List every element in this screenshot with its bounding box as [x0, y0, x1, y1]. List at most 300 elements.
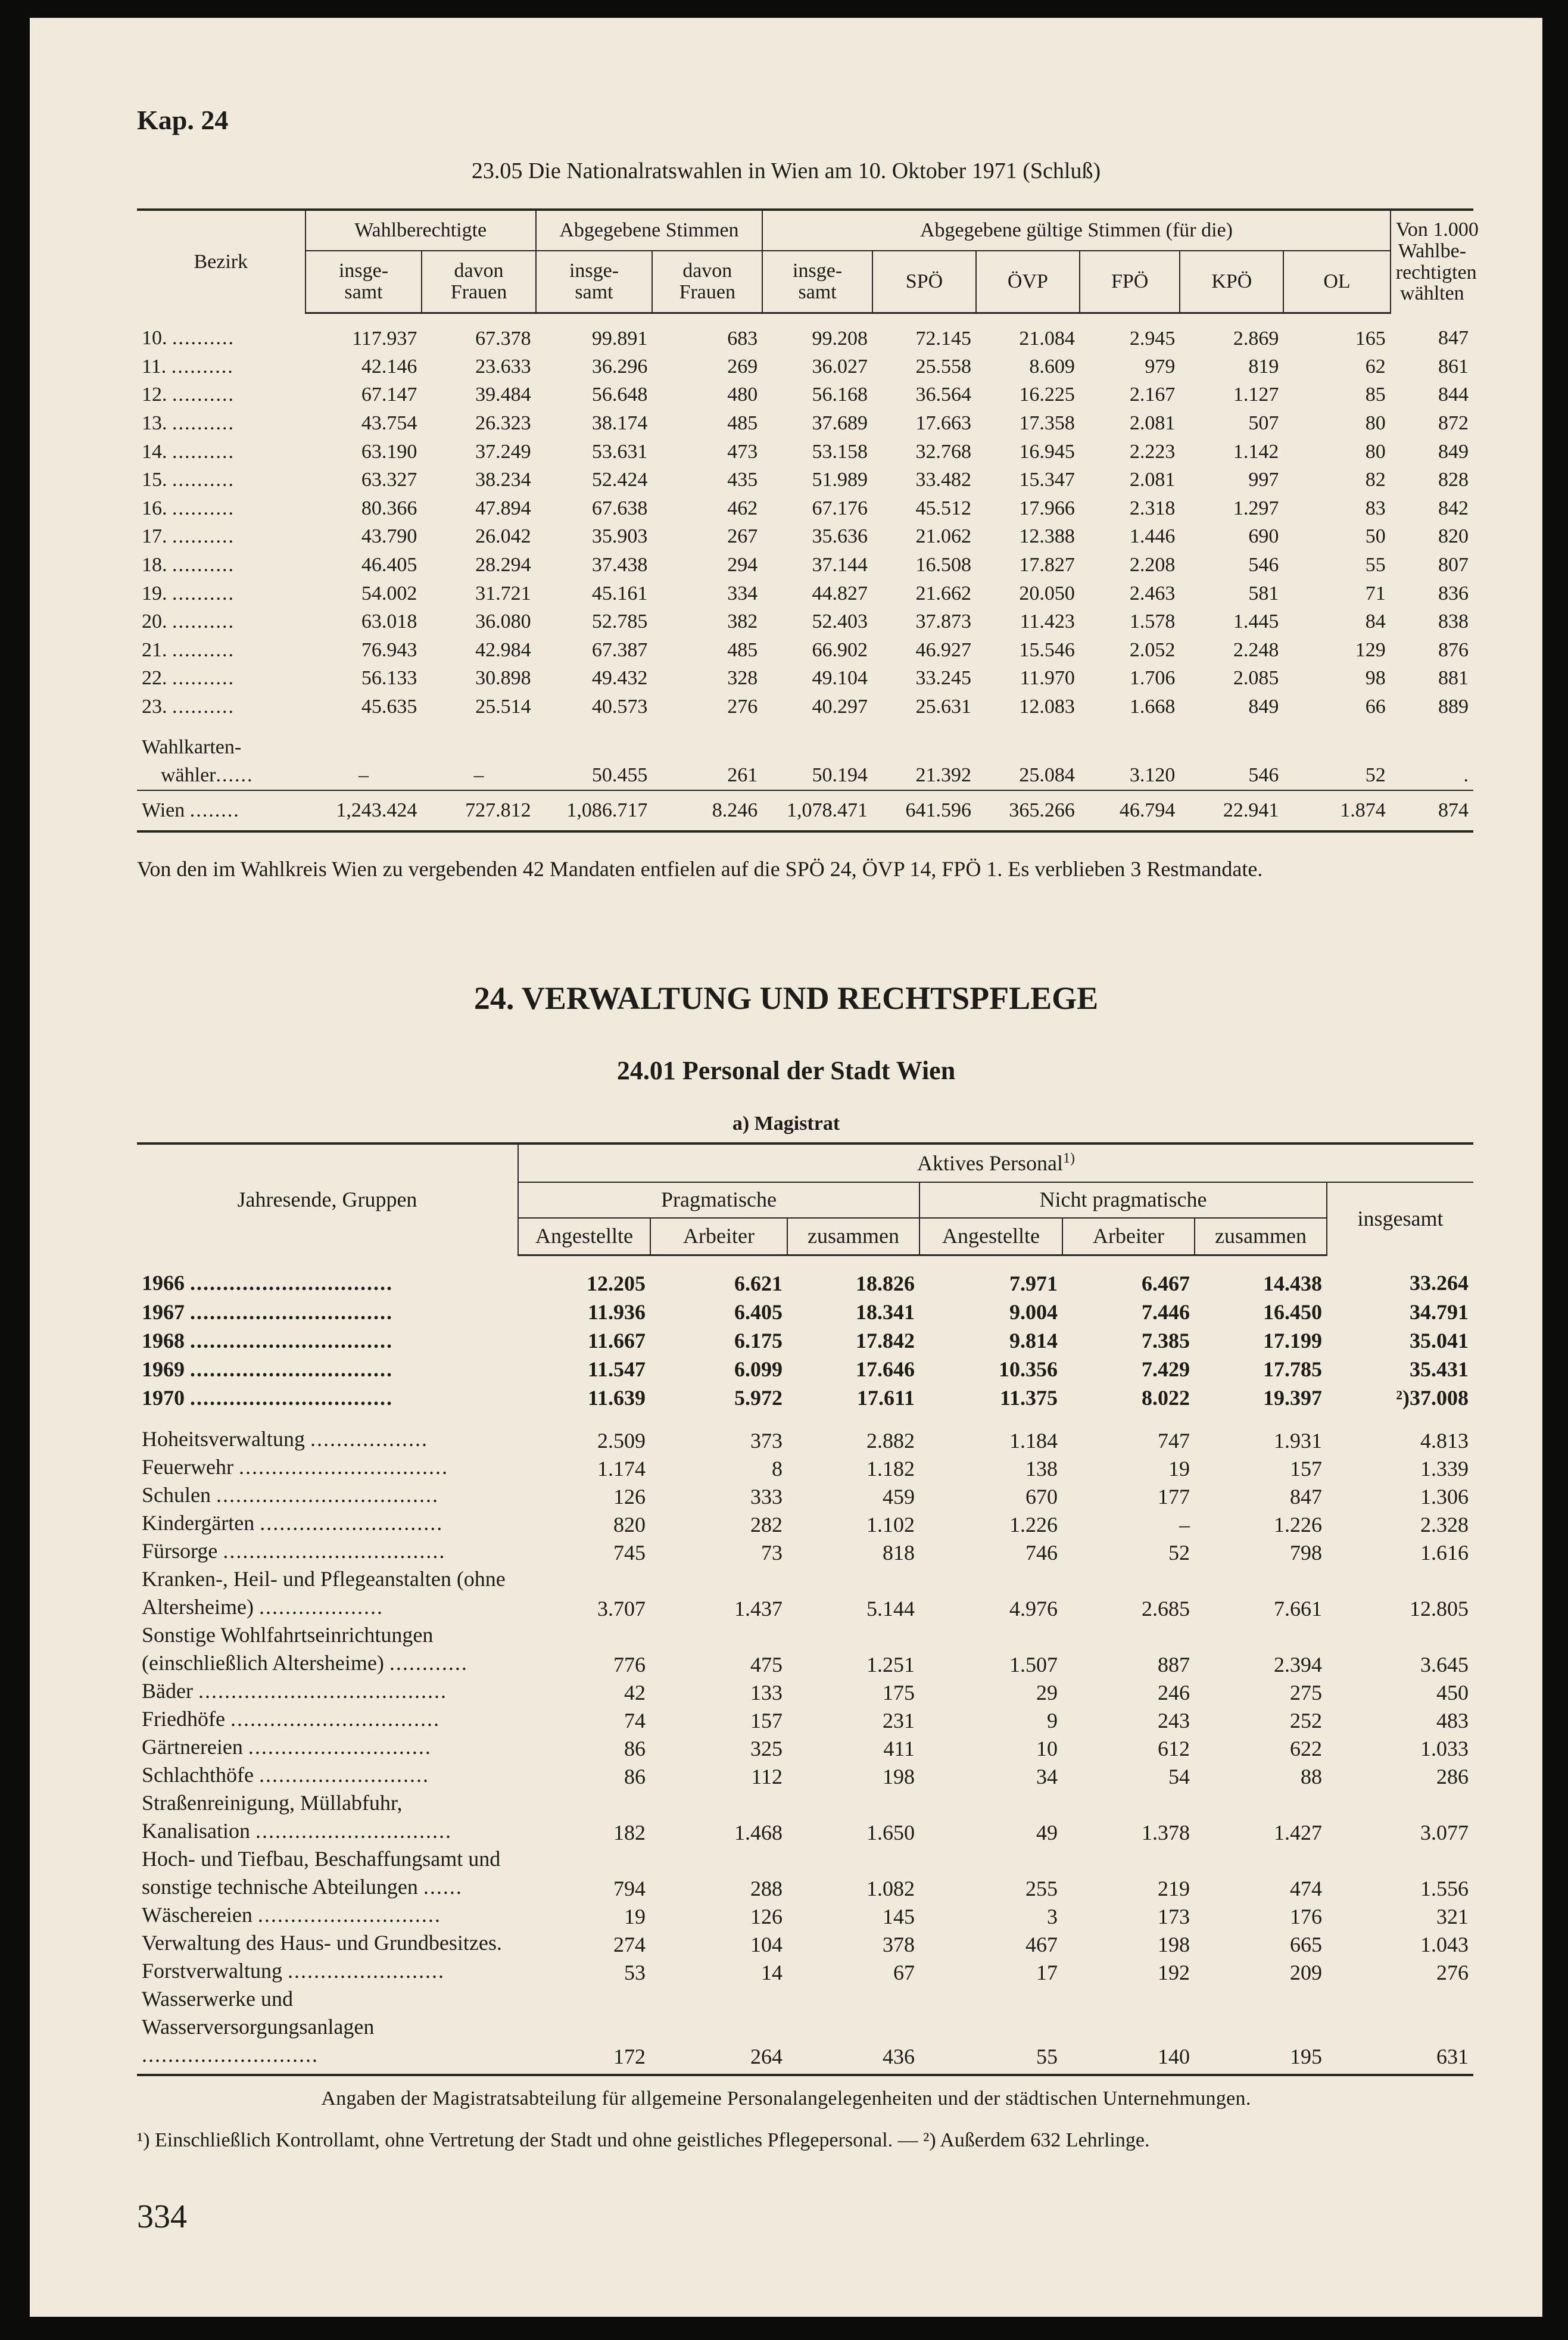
- value-cell: 2.945: [1129, 327, 1176, 350]
- value-cell: 1.468: [734, 1821, 783, 1844]
- value-cell: 17: [1036, 1961, 1058, 1984]
- value-cell: 12.388: [1019, 525, 1075, 548]
- value-cell: 1.082: [866, 1877, 915, 1900]
- value-cell: 219: [1158, 1877, 1190, 1900]
- value-cell: 16.450: [1263, 1300, 1322, 1324]
- value-cell: 1.102: [866, 1513, 915, 1537]
- value-cell: 17.646: [856, 1357, 915, 1381]
- value-cell: 46.405: [361, 553, 417, 576]
- value-cell: 12.083: [1019, 695, 1075, 718]
- row-label: Wäschereien ............................: [142, 1903, 441, 1927]
- value-cell: 82: [1365, 469, 1386, 491]
- value-cell: 1.650: [866, 1821, 915, 1844]
- value-cell: 365.266: [976, 790, 1080, 831]
- row-label: 11. ..........: [142, 355, 234, 378]
- value-cell: 276: [1436, 1961, 1469, 1984]
- value-cell: 1.616: [1420, 1541, 1469, 1565]
- table-row: [137, 693, 1473, 721]
- value-cell: 172: [518, 1985, 650, 2075]
- value-cell: 133: [750, 1681, 783, 1705]
- value-cell: 112: [751, 1765, 783, 1789]
- value-cell: 47.894: [475, 497, 531, 519]
- value-cell: 282: [750, 1513, 783, 1537]
- row-label: Verwaltung des Haus- und Grundbesitzes.: [142, 1931, 502, 1955]
- value-cell: 10.356: [999, 1357, 1058, 1381]
- section-title: 24. VERWALTUNG UND RECHTSPFLEGE: [473, 980, 1099, 1016]
- value-cell: 176: [1290, 1905, 1322, 1928]
- value-cell: 104: [750, 1933, 783, 1956]
- value-cell: 37.249: [475, 440, 531, 463]
- header-wb-insgesamt: insge- samt: [306, 251, 422, 313]
- row-label: 13. ..........: [142, 412, 235, 434]
- value-cell: 3.645: [1420, 1653, 1469, 1677]
- row-label: 10. ..........: [142, 326, 235, 349]
- value-cell: 56.648: [591, 384, 648, 406]
- value-cell: 25.631: [915, 695, 971, 718]
- table-row: [137, 1621, 1473, 1677]
- value-cell: 25.558: [915, 355, 971, 378]
- value-cell: 819: [1248, 355, 1279, 378]
- value-cell: 67.638: [591, 497, 648, 519]
- table-row: [137, 409, 1473, 438]
- value-cell: 53.631: [591, 440, 648, 463]
- value-cell: 546: [1248, 764, 1279, 787]
- value-cell: 80: [1365, 412, 1386, 434]
- value-cell: 1.226: [1009, 1513, 1058, 1537]
- value-cell: 881: [1438, 667, 1469, 690]
- value-cell: 22.941: [1180, 790, 1283, 831]
- value-cell: 71: [1365, 582, 1386, 605]
- value-cell: 36.296: [591, 355, 648, 378]
- value-cell: 20.050: [1019, 582, 1075, 605]
- value-cell: 1.507: [1009, 1653, 1058, 1677]
- value-cell: 49: [1036, 1821, 1058, 1844]
- value-cell: 252: [1290, 1709, 1322, 1733]
- header-p-arbeiter: Arbeiter: [650, 1218, 787, 1255]
- value-cell: 1.556: [1420, 1877, 1469, 1900]
- value-cell: .: [1463, 764, 1469, 787]
- value-cell: 828: [1438, 469, 1469, 491]
- value-cell: 67.378: [475, 327, 531, 350]
- row-label: Wien ........: [137, 790, 306, 831]
- value-cell: 820: [613, 1513, 646, 1537]
- value-cell: 269: [727, 355, 758, 378]
- value-cell: 83: [1365, 497, 1386, 519]
- value-cell: 8.246: [652, 790, 762, 831]
- value-cell: 462: [727, 497, 758, 519]
- value-cell: 8.022: [1142, 1386, 1190, 1410]
- row-label: 1969 ...............................: [142, 1357, 393, 1381]
- value-cell: 847: [1438, 326, 1469, 349]
- table-row: [137, 1326, 1473, 1355]
- value-cell: 1.033: [1420, 1737, 1469, 1761]
- value-cell: 842: [1438, 497, 1469, 519]
- value-cell: 2.052: [1129, 638, 1176, 661]
- value-cell: 690: [1248, 525, 1279, 548]
- value-cell: 267: [727, 525, 758, 548]
- value-cell: 29: [1036, 1681, 1058, 1705]
- value-cell: 36.564: [915, 384, 971, 406]
- value-cell: 231: [883, 1709, 915, 1733]
- table-row: [137, 1845, 1473, 1901]
- value-cell: 39.484: [475, 384, 531, 406]
- value-cell: 1.127: [1233, 384, 1279, 406]
- value-cell: 30.898: [475, 667, 531, 690]
- value-cell: 483: [1436, 1709, 1469, 1733]
- value-cell: 7.661: [1274, 1597, 1322, 1621]
- value-cell: –: [359, 764, 369, 787]
- value-cell: 42.146: [361, 355, 417, 378]
- value-cell: 4.976: [1009, 1597, 1058, 1621]
- table-row: [137, 1733, 1473, 1761]
- table-row: [137, 1453, 1473, 1481]
- value-cell: 88: [1301, 1765, 1322, 1789]
- value-cell: 165: [1355, 327, 1386, 350]
- value-cell: 6.467: [1142, 1272, 1190, 1295]
- table-row: [137, 1537, 1473, 1565]
- value-cell: 53: [624, 1961, 646, 1984]
- row-label: 15. ..........: [142, 469, 235, 491]
- value-cell: 44.827: [812, 582, 868, 605]
- value-cell: 1.306: [1420, 1485, 1469, 1509]
- value-cell: 72.145: [915, 327, 971, 350]
- value-cell: 21.662: [915, 582, 971, 605]
- row-label: Wahlkarten-: [142, 736, 242, 758]
- table-row: [137, 494, 1473, 523]
- row-label: 12. ..........: [142, 384, 235, 406]
- value-cell: 17.611: [856, 1386, 915, 1410]
- value-cell: 18.826: [856, 1272, 915, 1295]
- value-cell: 86: [624, 1737, 646, 1761]
- value-cell: 50.455: [591, 764, 648, 787]
- value-cell: 17.785: [1263, 1357, 1322, 1381]
- table-row: [137, 1705, 1473, 1733]
- value-cell: 56.133: [361, 667, 417, 690]
- value-cell: 838: [1438, 610, 1469, 633]
- header-jahresende: Jahresende, Gruppen: [137, 1143, 518, 1255]
- value-cell: 8.609: [1029, 355, 1075, 378]
- header-gs-insgesamt: insge- samt: [762, 251, 872, 313]
- value-cell: 3: [1047, 1905, 1058, 1928]
- value-cell: 727.812: [422, 790, 535, 831]
- value-cell: 46.794: [1080, 790, 1180, 831]
- header-as-insgesamt: insge- samt: [536, 251, 653, 313]
- table-row: [137, 313, 1473, 353]
- value-cell: 3.120: [1129, 764, 1176, 787]
- value-cell: 11.936: [587, 1300, 646, 1324]
- value-cell: 76.943: [361, 638, 417, 661]
- value-cell: 2.394: [1274, 1653, 1322, 1677]
- row-label: 14. ..........: [142, 440, 235, 463]
- value-cell: 818: [883, 1541, 915, 1565]
- table-row: [137, 438, 1473, 466]
- value-cell: 10: [1036, 1737, 1058, 1761]
- value-cell: 844: [1438, 384, 1469, 406]
- table-row: [137, 1565, 1473, 1621]
- personnel-years: [137, 1255, 1473, 1413]
- header-n-angestellte: Angestellte: [919, 1218, 1062, 1255]
- value-cell: 1.378: [1142, 1821, 1190, 1844]
- chapter-label: Kap. 24: [137, 105, 229, 135]
- page-number: 334: [137, 2198, 187, 2235]
- value-cell: 16.508: [915, 553, 971, 576]
- value-cell: 36.080: [475, 610, 531, 633]
- row-label: Kranken-, Heil- und Pflegeanstalten (ohne Altersheime) ...................: [142, 1567, 506, 1619]
- table-row: [137, 1957, 1473, 1985]
- election-table-body: [137, 313, 1473, 831]
- value-cell: 99.208: [812, 327, 868, 350]
- row-label: Hoch- und Tiefbau, Beschaffungsamt und sonstige technische Abteilungen ......: [142, 1847, 501, 1899]
- value-cell: 15.546: [1019, 638, 1075, 661]
- value-cell: 631: [1327, 1985, 1473, 2075]
- value-cell: 641.596: [872, 790, 976, 831]
- row-label: 16. ..........: [142, 497, 235, 519]
- value-cell: 84: [1365, 610, 1386, 633]
- value-cell: 261: [727, 764, 758, 787]
- value-cell: 1.297: [1233, 497, 1279, 519]
- value-cell: 507: [1248, 412, 1279, 434]
- value-cell: 52.785: [591, 610, 648, 633]
- value-cell: 35.903: [591, 525, 648, 548]
- value-cell: 80: [1365, 440, 1386, 463]
- value-cell: 474: [1290, 1877, 1322, 1900]
- row-label: 19. ..........: [142, 582, 235, 605]
- value-cell: 683: [727, 327, 758, 350]
- value-cell: 2.167: [1129, 384, 1176, 406]
- value-cell: 19: [624, 1905, 646, 1928]
- value-cell: 872: [1438, 412, 1469, 434]
- value-cell: 997: [1248, 469, 1279, 491]
- value-cell: 373: [750, 1429, 783, 1453]
- page: [30, 18, 1542, 2317]
- value-cell: 6.621: [734, 1272, 783, 1295]
- value-cell: 485: [727, 412, 758, 434]
- value-cell: 140: [1062, 1985, 1195, 2075]
- value-cell: 11.423: [1020, 610, 1075, 633]
- header-pragmatische: Pragmatische: [518, 1182, 919, 1218]
- value-cell: 274: [613, 1933, 646, 1956]
- row-label: Fürsorge ..................................: [142, 1539, 446, 1563]
- value-cell: 195: [1195, 1985, 1327, 2075]
- value-cell: 473: [727, 440, 758, 463]
- table-row: [137, 1929, 1473, 1957]
- value-cell: 19: [1168, 1457, 1190, 1481]
- value-cell: 21.392: [915, 764, 971, 787]
- value-cell: 54.002: [361, 582, 417, 605]
- value-cell: 40.297: [812, 695, 868, 718]
- header-spo: SPÖ: [872, 251, 976, 313]
- value-cell: 847: [1290, 1485, 1322, 1509]
- header-insgesamt: insgesamt: [1327, 1182, 1473, 1255]
- table-row: [137, 1384, 1473, 1412]
- value-cell: 382: [727, 610, 758, 633]
- value-cell: 288: [750, 1877, 783, 1900]
- header-n-zusammen: zusammen: [1195, 1218, 1327, 1255]
- value-cell: 173: [1158, 1905, 1190, 1928]
- value-cell: 2.869: [1233, 327, 1279, 350]
- value-cell: –: [473, 764, 484, 787]
- row-label: 22. ..........: [142, 667, 235, 690]
- table-row: [137, 1761, 1473, 1789]
- value-cell: 36.027: [812, 355, 868, 378]
- value-cell: 1.668: [1129, 695, 1176, 718]
- value-cell: 979: [1145, 355, 1176, 378]
- row-label: Schulen ..................................: [142, 1483, 439, 1507]
- value-cell: 138: [1025, 1457, 1058, 1481]
- value-cell: 73: [761, 1541, 783, 1565]
- value-cell: 52.403: [812, 610, 868, 633]
- value-cell: 1.339: [1420, 1457, 1469, 1481]
- value-cell: 25.514: [475, 695, 531, 718]
- value-cell: 50: [1365, 525, 1386, 548]
- table-row: [137, 1901, 1473, 1929]
- value-cell: 209: [1290, 1961, 1322, 1984]
- value-cell: 889: [1438, 695, 1469, 718]
- value-cell: 11.667: [587, 1329, 646, 1353]
- value-cell: 53.158: [812, 440, 868, 463]
- header-von1000: Von 1.000 Wahlbe- rechtigten wählten: [1391, 210, 1473, 313]
- value-cell: 35.041: [1410, 1329, 1469, 1353]
- value-cell: 23.633: [475, 355, 531, 378]
- value-cell: 45.635: [361, 695, 417, 718]
- value-cell: 275: [1290, 1681, 1322, 1705]
- value-cell: 17.842: [856, 1329, 915, 1353]
- value-cell: 33.482: [915, 469, 971, 491]
- value-cell: 35.636: [812, 525, 868, 548]
- value-cell: 1.446: [1129, 525, 1176, 548]
- table-row: [137, 1789, 1473, 1845]
- value-cell: 99.891: [591, 327, 648, 350]
- value-cell: 63.018: [361, 610, 417, 633]
- value-cell: 1,086.717: [536, 790, 653, 831]
- value-cell: 325: [750, 1737, 783, 1761]
- table-row: [137, 1412, 1473, 1453]
- value-cell: 126: [613, 1485, 646, 1509]
- value-cell: 42: [624, 1681, 646, 1705]
- header-wb-frauen: davon Frauen: [422, 251, 535, 313]
- table-row: [137, 1255, 1473, 1298]
- value-cell: 622: [1290, 1737, 1322, 1761]
- value-cell: 2.081: [1129, 412, 1176, 434]
- value-cell: 51.989: [812, 469, 868, 491]
- value-cell: 1.874: [1283, 790, 1390, 831]
- row-label: 17. ..........: [142, 525, 235, 548]
- value-cell: 2.085: [1233, 667, 1279, 690]
- value-cell: 246: [1158, 1681, 1190, 1705]
- table-row: [137, 1985, 1473, 2075]
- table-row: [137, 579, 1473, 608]
- value-cell: 2.318: [1129, 497, 1176, 519]
- row-label: 1967 ...............................: [142, 1300, 393, 1324]
- value-cell: 52.424: [591, 469, 648, 491]
- value-cell: 450: [1436, 1681, 1469, 1705]
- value-cell: 67.147: [361, 384, 417, 406]
- value-cell: 378: [883, 1933, 915, 1956]
- value-cell: 12.205: [587, 1272, 646, 1295]
- value-cell: 5.144: [866, 1597, 915, 1621]
- value-cell: 67.387: [591, 638, 648, 661]
- value-cell: 5.972: [734, 1386, 783, 1410]
- value-cell: 117.937: [352, 327, 417, 350]
- value-cell: 15.347: [1019, 469, 1075, 491]
- value-cell: 6.099: [734, 1357, 783, 1381]
- value-cell: 7.385: [1142, 1329, 1190, 1353]
- value-cell: 7.446: [1142, 1300, 1190, 1324]
- value-cell: 1.043: [1420, 1933, 1469, 1956]
- row-label: Friedhöfe ................................: [142, 1707, 440, 1731]
- value-cell: 55: [919, 1985, 1062, 2075]
- value-cell: 475: [750, 1653, 783, 1677]
- value-cell: 1.706: [1129, 667, 1176, 690]
- value-cell: 33.245: [915, 667, 971, 690]
- value-cell: 66: [1365, 695, 1386, 718]
- value-cell: 8: [772, 1457, 783, 1481]
- value-cell: 1.437: [734, 1597, 783, 1621]
- value-cell: 9.004: [1009, 1300, 1058, 1324]
- value-cell: 19.397: [1263, 1386, 1322, 1410]
- value-cell: 670: [1025, 1485, 1058, 1509]
- value-cell: 26.323: [475, 412, 531, 434]
- value-cell: 49.104: [812, 667, 868, 690]
- table-row: [137, 761, 1473, 790]
- row-label: Straßenreinigung, Müllabfuhr, Kanalisation ..............................: [142, 1791, 452, 1843]
- table-row: [137, 1298, 1473, 1326]
- value-cell: 1.578: [1129, 610, 1176, 633]
- value-cell: 14: [761, 1961, 783, 1984]
- value-cell: 2.223: [1129, 440, 1176, 463]
- value-cell: 1.226: [1274, 1513, 1322, 1537]
- table-row: [137, 665, 1473, 693]
- row-label: 20. ..........: [142, 610, 235, 633]
- value-cell: 37.438: [591, 553, 648, 576]
- value-cell: 31.721: [475, 582, 531, 605]
- header-gueltige: Abgegebene gültige Stimmen (für die): [762, 210, 1391, 251]
- value-cell: 145: [883, 1905, 915, 1928]
- value-cell: 776: [613, 1653, 646, 1677]
- value-cell: 21.084: [1019, 327, 1075, 350]
- value-cell: 9.814: [1009, 1329, 1058, 1353]
- value-cell: 3.707: [597, 1597, 646, 1621]
- value-cell: 7.429: [1142, 1357, 1190, 1381]
- value-cell: 849: [1438, 440, 1469, 463]
- value-cell: 35.431: [1410, 1357, 1469, 1381]
- value-cell: 34.791: [1410, 1300, 1469, 1324]
- value-cell: 1.182: [866, 1457, 915, 1481]
- value-cell: 4.813: [1420, 1429, 1469, 1453]
- value-cell: 1.427: [1274, 1821, 1322, 1844]
- row-label: 1966 ...............................: [142, 1271, 393, 1295]
- value-cell: 17.827: [1019, 553, 1075, 576]
- table-row: [137, 636, 1473, 665]
- value-cell: 11.375: [999, 1386, 1058, 1410]
- value-cell: 129: [1355, 638, 1386, 661]
- value-cell: 192: [1158, 1961, 1190, 1984]
- row-label: wähler......: [161, 764, 254, 787]
- header-fpo: FPÖ: [1080, 251, 1180, 313]
- value-cell: 32.768: [915, 440, 971, 463]
- value-cell: 581: [1248, 582, 1279, 605]
- header-ovp: ÖVP: [976, 251, 1080, 313]
- table-row: [137, 721, 1473, 762]
- subsection-title: 24.01 Personal der Stadt Wien: [616, 1056, 956, 1085]
- value-cell: 333: [750, 1485, 783, 1509]
- value-cell: 67.176: [812, 497, 868, 519]
- value-cell: 85: [1365, 384, 1386, 406]
- value-cell: 1.142: [1233, 440, 1279, 463]
- value-cell: 14.438: [1263, 1272, 1322, 1295]
- value-cell: 546: [1248, 553, 1279, 576]
- value-cell: 887: [1158, 1653, 1190, 1677]
